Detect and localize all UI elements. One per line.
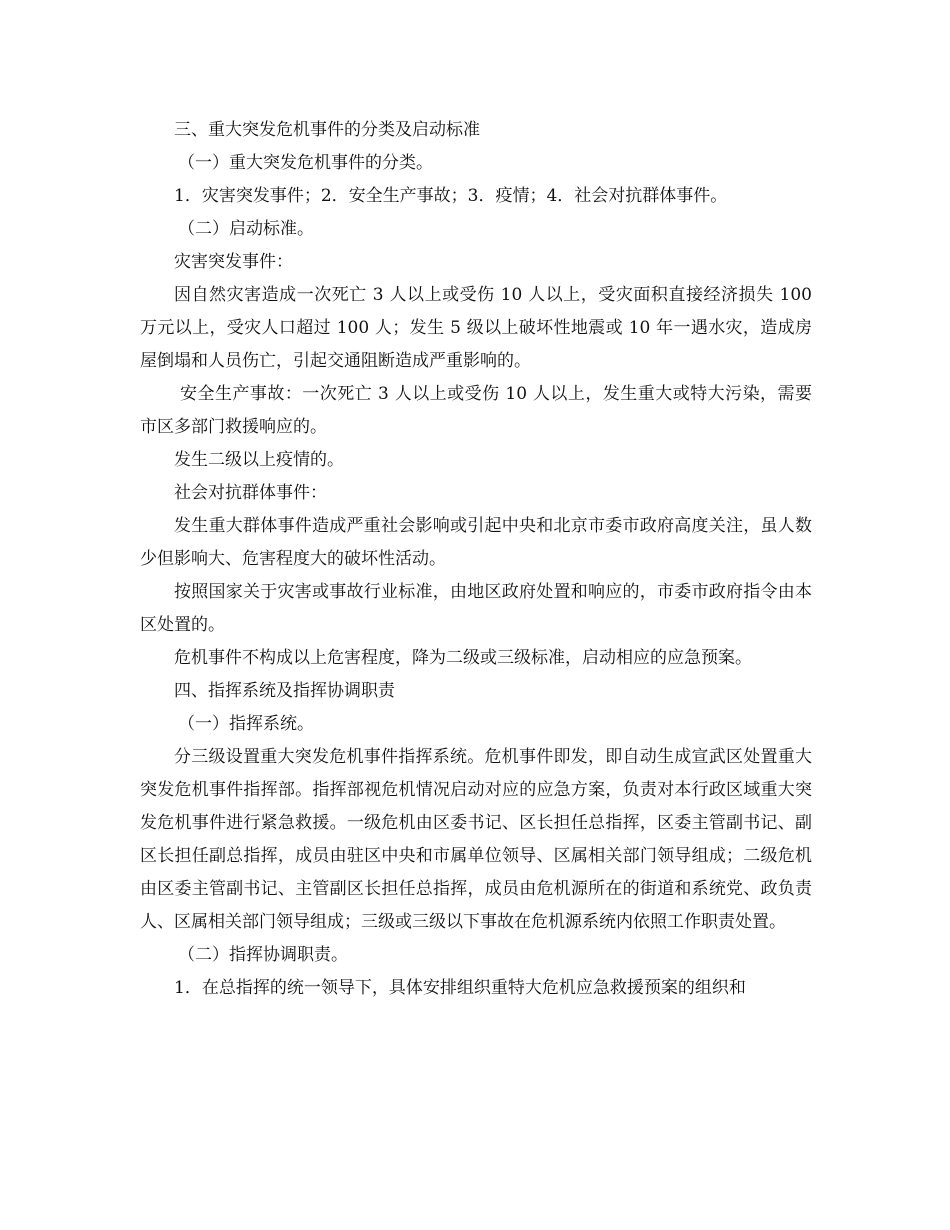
section-heading-3: 三、重大突发危机事件的分类及启动标准 bbox=[174, 120, 480, 140]
label-disaster-events: 灾害突发事件： bbox=[174, 252, 293, 272]
paragraph-safety-accident: 安全生产事故：一次死亡 3 人以上或受伤 10 人以上，发生重大或特大污染，需要市区多部门救援响应的。 bbox=[140, 384, 812, 437]
section-heading-4: 四、指挥系统及指挥协调职责 bbox=[174, 681, 395, 701]
label-social-conflict: 社会对抗群体事件： bbox=[174, 483, 327, 503]
paragraph-disaster-criteria: 因自然灾害造成一次死亡 3 人以上或受伤 10 人以上，受灾面积直接经济损失 100 万元以上，受灾人口超过 100 人；发生 5 级以上破坏性地震或 10 年一遇水灾，造成房屋倒塌和人员伤亡，引起交通阻断造成严重影响的。 bbox=[140, 285, 812, 371]
subsection-heading-coordination: （二）指挥协调职责。 bbox=[178, 945, 348, 965]
paragraph-coordination-1: 1．在总指挥的统一领导下，具体安排组织重特大危机应急救援预案的组织和 bbox=[174, 978, 746, 998]
subsection-heading-command-system: （一）指挥系统。 bbox=[178, 714, 314, 734]
subsection-heading-classification: （一）重大突发危机事件的分类。 bbox=[178, 153, 433, 173]
paragraph-group-events: 发生重大群体事件造成严重社会影响或引起中央和北京市委市政府高度关注，虽人数少但影响大、危害程度大的破坏性活动。 bbox=[140, 516, 812, 569]
subsection-heading-start-standard: （二）启动标准。 bbox=[178, 219, 314, 239]
paragraph-national-standard: 按照国家关于灾害或事故行业标准，由地区政府处置和响应的，市委市政府指令由本区处置的。 bbox=[140, 582, 812, 635]
paragraph-downgrade: 危机事件不构成以上危害程度，降为二级或三级标准，启动相应的应急预案。 bbox=[174, 648, 752, 668]
paragraph-epidemic: 发生二级以上疫情的。 bbox=[174, 450, 344, 470]
paragraph-command-system: 分三级设置重大突发危机事件指挥系统。危机事件即发，即自动生成宣武区处置重大突发危机事件指挥部。指挥部视危机情况启动对应的应急方案，负责对本行政区域重大突发危机事件进行紧急救援。一级危机由区委书记、区长担任总指挥，区委主管副书记、副区长担任副总指挥，成员由驻区中央和市属单位领导、区属相关部门领导组成；二级危机由区委主管副书记、主管副区长担任总指挥，成员由危机源所在的街道和系统党、政负责人、区属相关部门领导组成；三级或三级以下事故在危机源系统内依照工作职责处置。 bbox=[140, 747, 812, 932]
document-body bbox=[140, 114, 812, 1005]
event-type-list: 1．灾害突发事件；2．安全生产事故；3．疫情；4．社会对抗群体事件。 bbox=[174, 186, 728, 206]
